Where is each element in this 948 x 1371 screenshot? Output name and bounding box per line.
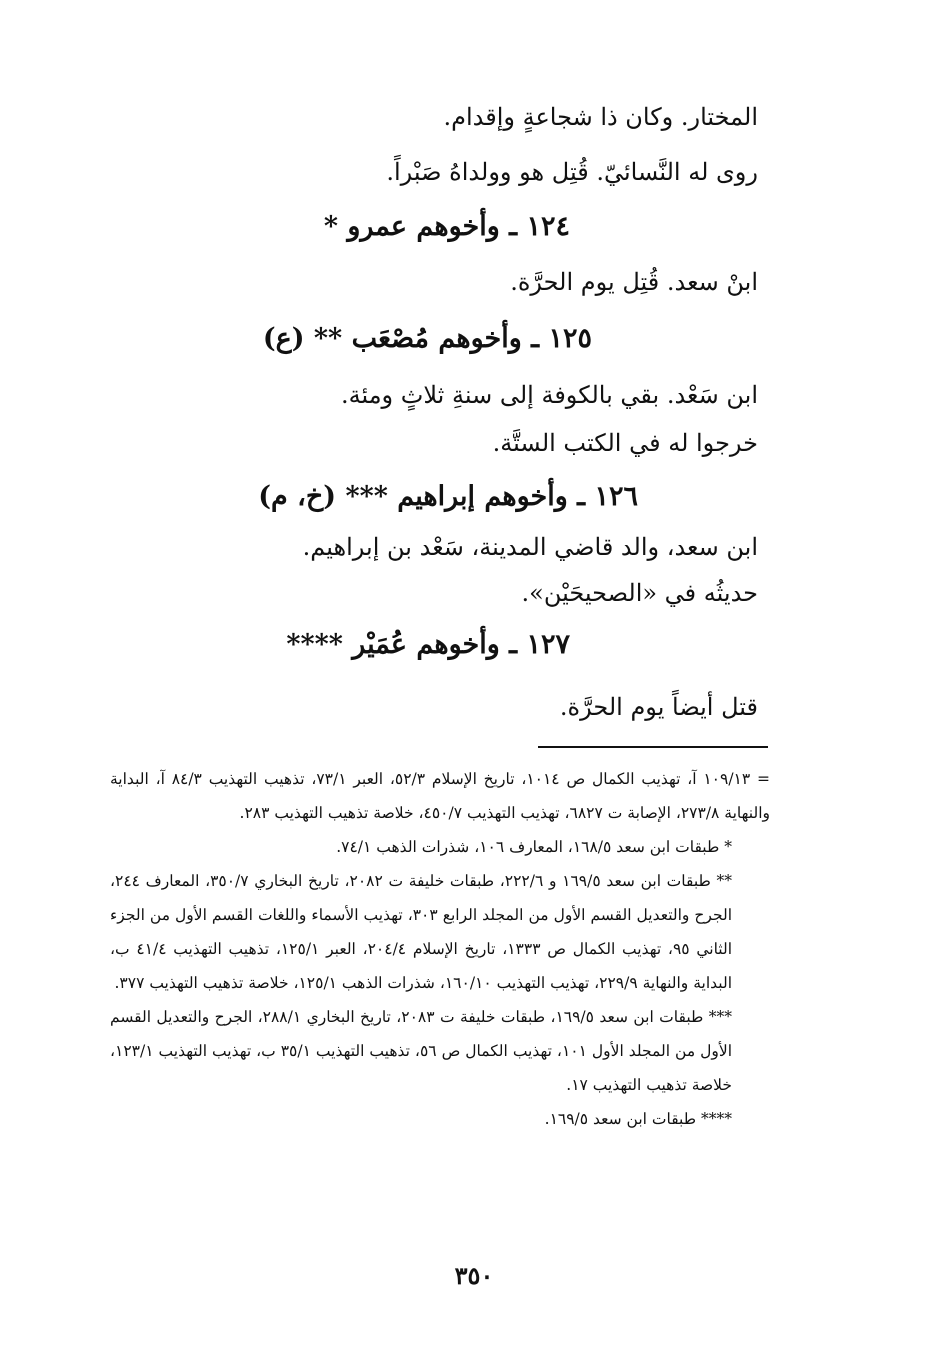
footnote-1: * طبقات ابن سعد ١٦٨/٥، المعارف ١٠٦، شذرات الذهب ٧٤/١. [336,838,732,856]
entry-heading-124: ١٢٤ ـ وأخوهم عمرو * [323,211,570,242]
body-text-line: ابن سعد، والد قاضي المدينة، سَعْد بن إبراهيم. [302,533,758,561]
body-text-line: حديثُه في «الصحيحَيْن». [521,579,758,607]
footnote-divider [538,746,768,748]
body-text-line: ابنْ سعد. قُتِل يوم الحرَّة. [510,268,758,296]
body-text-line: المختار. وكان ذا شجاعةٍ وإقدام. [443,103,758,131]
body-text-line: روى له النَّسائيّ. قُتِل هو وولداهُ صَبْراً. [386,158,758,186]
entry-heading-127: ١٢٧ ـ وأخوهم عُمَيْر **** [286,629,570,660]
footnote-continuation: = ١٠٩/١٣ آ، تهذيب الكمال ص ١٠١٤، تاريخ الإسلام ٥٢/٣، العبر ٧٣/١، تذهيب التهذيب ٨٤/٣ آ، البداية والنهاية ٢٧٣/٨، الإصابة ت ٦٨٢٧، تهذيب التهذيب ٤٥٠/٧، خلاصة تذهيب التهذيب ٢٨٣. [110,770,771,822]
footnote-4: **** طبقات ابن سعد ١٦٩/٥. [544,1110,732,1128]
page-number: ٣٥٠ [454,1261,494,1290]
body-text-line: قتل أيضاً يوم الحرَّة. [559,693,758,721]
footnote-3: *** طبقات ابن سعد ١٦٩/٥، طبقات خليفة ت ٢٠٨٣، تاريخ البخاري ٢٨٨/١، الجرح والتعديل القسم الأول من المجلد الأول ١٠١، تهذيب الكمال ص ٥٦، تذهيب التهذيب ٣٥/١ ب، تهذيب التهذيب ١٢٣/١، خلاصة تذهيب التهذيب ١٧. [110,1008,733,1094]
entry-heading-125: ١٢٥ ـ وأخوهم مُصْعَب ** (ع) [262,323,592,354]
entry-heading-126: ١٢٦ ـ وأخوهم إبراهيم *** (خ، م) [258,481,638,512]
body-text-line: خرجوا له في الكتب الستَّة. [492,429,758,457]
footnote-2: ** طبقات ابن سعد ١٦٩/٥ و ٢٢٢/٦، طبقات خليفة ت ٢٠٨٢، تاريخ البخاري ٣٥٠/٧، المعارف ٢٤٤، الجرح والتعديل القسم الأول من المجلد الرابع ٣٠٣، تهذيب الأسماء واللغات القسم الأول من الجزء الثاني ٩٥، تهذيب الكمال ص ١٣٣٣، تاريخ الإسلام ٢٠٤/٤، العبر ١٢٥/١، تذهيب التهذيب ٤١/٤ ب، البداية والنهاية ٢٢٩/٩، تهذيب التهذيب ١٦٠/١٠، شذرات الذهب ١٢٥/١، خلاصة تذهيب التهذيب ٣٧٧. [110,872,733,992]
footnotes [110,762,770,1136]
body-text-line: ابن سَعْد. بقي بالكوفة إلى سنةِ ثلاثٍ ومئة. [340,381,758,409]
